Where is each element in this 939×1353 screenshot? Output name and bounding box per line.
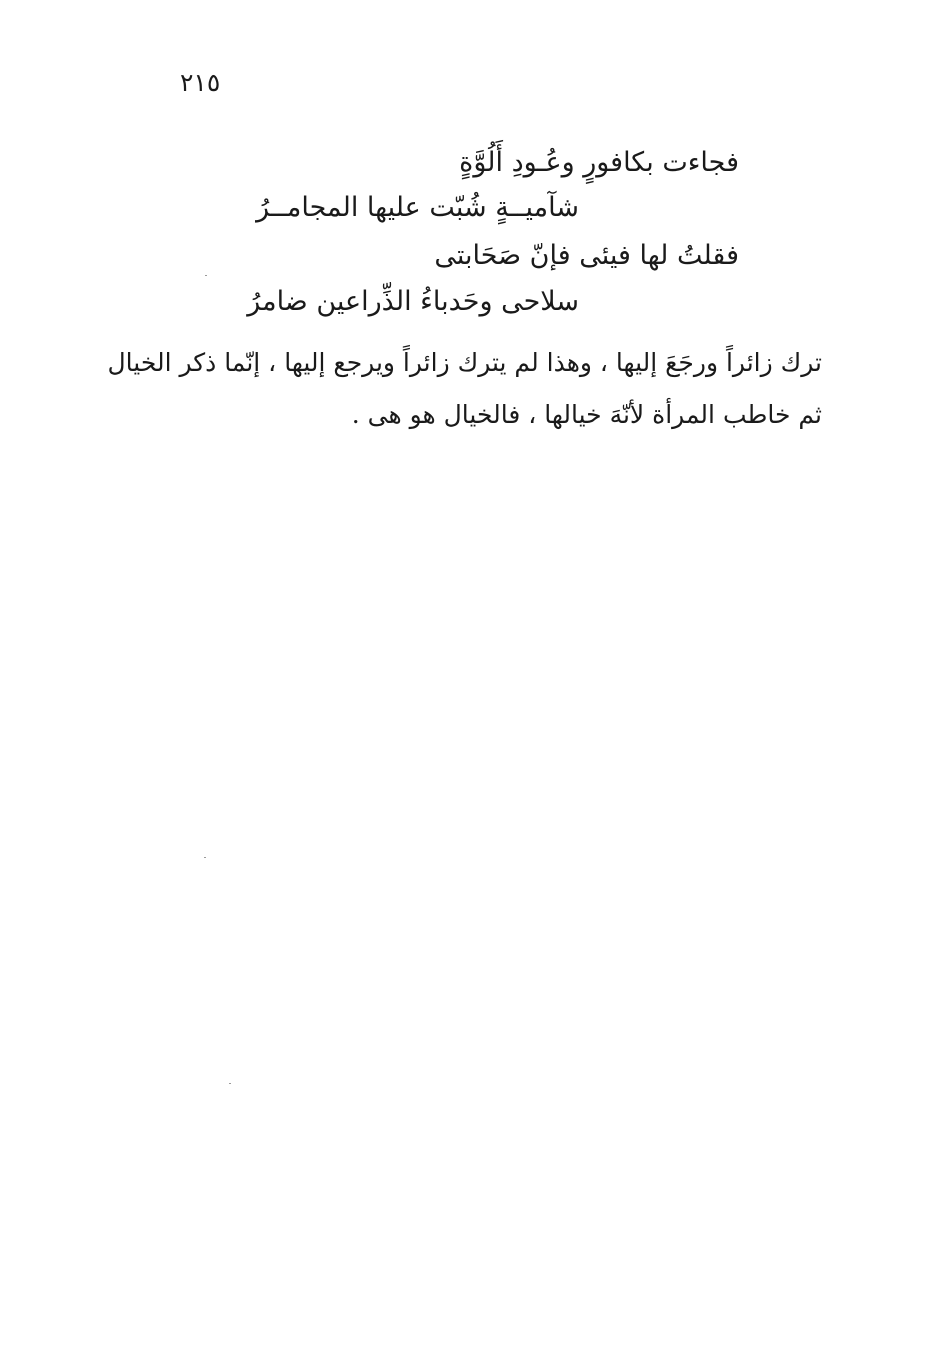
commentary-line: ثم خاطب المرأة لأنّهَ خيالها ، فالخيال هو هى . [351, 400, 822, 429]
poem-line: شآميــةٍ شُبّت عليها المجامــرُ [256, 192, 579, 223]
poem-line: فجاءت بكافورٍ وعُـودِ أَلُوَّةٍ [459, 147, 739, 178]
commentary-line: ترك زائراً ورجَعَ إليها ، وهذا لم يترك زائراً ويرجع إليها ، إنّما ذكر الخيال [107, 348, 822, 377]
page-number: ٢١٥ [180, 68, 221, 97]
scan-speck [229, 1083, 231, 1084]
poem-line: فقلتُ لها فيئى فإنّ صَحَابتى [434, 240, 739, 271]
scan-speck [205, 275, 207, 276]
poem-line: سلاحى وحَدباءُ الذِّراعين ضامرُ [247, 286, 579, 317]
scan-speck [204, 857, 206, 858]
